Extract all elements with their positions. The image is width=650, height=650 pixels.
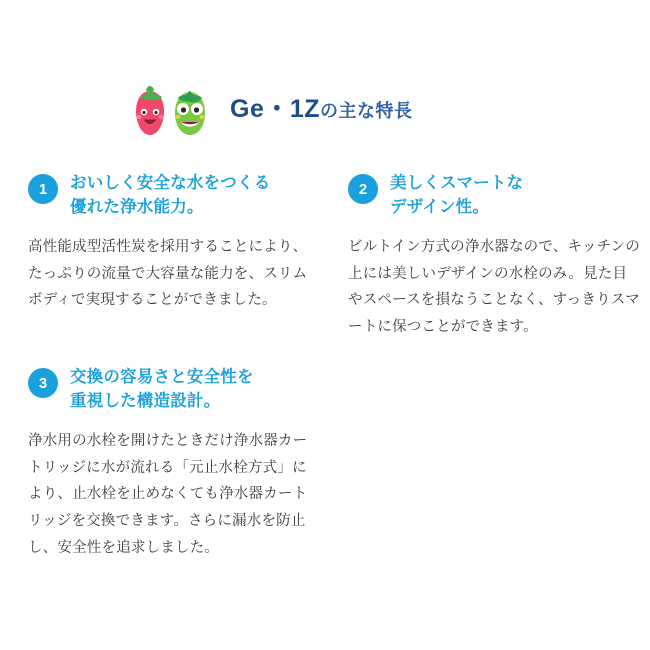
feature-3-title	[70, 366, 320, 414]
feature-2-title-line2: デザイン性。	[390, 197, 490, 216]
feature-1-body-text: 高性能成型活性炭を採用することにより、たっぷりの流量で大容量な能力を、スリムボディで実現することができました。	[28, 238, 308, 309]
page-title-sub: の主な特長	[320, 100, 413, 121]
feature-3-body-text: 浄水用の水栓を開けたときだけ浄水器カートリッジに水が流れる「元止水栓方式」により、止水栓を止めなくても浄水器カートリッジを交換できます。さらに漏水を防止し、安全性を追求しました。	[28, 432, 308, 557]
feature-2-header	[348, 172, 640, 220]
feature-item-2	[348, 172, 640, 341]
feature-3-header	[28, 366, 320, 414]
frog-mascot-icon	[170, 84, 210, 140]
feature-item-1	[28, 172, 320, 314]
feature-3-body	[28, 428, 320, 562]
feature-3-number-badge: 3	[28, 368, 58, 398]
feature-1-title-line1: おいしく安全な水をつくる	[70, 174, 271, 192]
page-header	[130, 78, 413, 140]
feature-2-body-text: ビルトイン方式の浄水器なので、キッチンの上には美しいデザインの水栓のみ。見た目やスペースを損なうことなく、すっきりスマートに保つことができます。	[348, 238, 640, 336]
feature-3-title-line1: 交換の容易さと安全性を	[70, 368, 254, 386]
feature-2-body	[348, 234, 640, 341]
feature-2-number-badge: 2	[348, 174, 378, 204]
feature-3-title-line2: 重視した構造設計。	[70, 391, 221, 410]
mascot-group	[130, 78, 216, 140]
feature-1-body	[28, 234, 320, 314]
feature-2-title	[390, 172, 640, 220]
feature-1-header	[28, 172, 320, 220]
feature-1-title	[70, 172, 320, 220]
strawberry-mascot-icon	[130, 84, 170, 140]
page-title-main: Ge・1Z	[230, 94, 321, 123]
feature-item-3	[28, 366, 320, 562]
page-title	[230, 94, 413, 123]
feature-1-number-badge: 1	[28, 174, 58, 204]
feature-1-title-line2: 優れた浄水能力。	[70, 197, 204, 216]
feature-2-title-line1: 美しくスマートな	[390, 174, 524, 192]
